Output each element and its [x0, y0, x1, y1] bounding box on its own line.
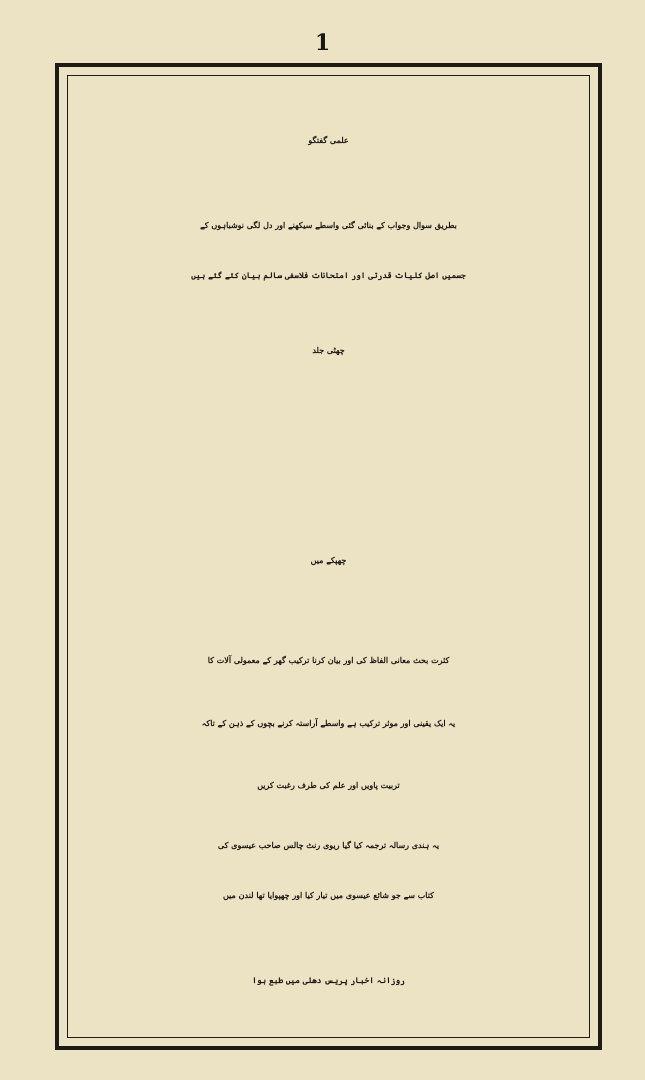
outer-border-frame [55, 63, 602, 1050]
description-line-1: کثرت بحث معانی الفاظ کی اور بیان کرنا ترکیب گھر کے معمولی آلات کا [207, 655, 450, 665]
subtitle-line-2: جسمیں اصل کلیات قدرتی اور امتحانات فلاسفی سالم بیان کئے گئے ہیں [191, 270, 466, 280]
volume-title: چھٹی جلد [312, 345, 345, 355]
page-number: 1 [314, 30, 331, 56]
printer-imprint: روزانہ اخبار پریس دھلی میں طبع ہوا [252, 975, 405, 985]
translation-note-line-1: یہ ہندی رسالہ ترجمہ کیا گیا ریوی رنٹ چالس صاحب عیسوی کی [217, 840, 440, 850]
description-line-3: تربیت پاویں اور علم کی طرف رغبت کریں [257, 780, 400, 790]
printed-note: چھپکے میں [310, 555, 347, 565]
subtitle-line-1: بطریق سوال وجواب کے بنائی گئی واسطے سیکھنے اور دل لگی نوشباہوں کے [200, 220, 457, 230]
book-heading: علمی گفتگو [308, 135, 349, 145]
description-line-2: یہ ایک یقینی اور موثر ترکیب ہے واسطے آراستہ کرنے بچوں کے ذہن کے تاکہ [201, 718, 456, 728]
inner-border-frame [67, 75, 590, 1038]
translation-note-line-2: کتاب سے جو شائع عیسوی میں تیار کیا اور چھپوایا تھا لندن میں [223, 890, 434, 900]
